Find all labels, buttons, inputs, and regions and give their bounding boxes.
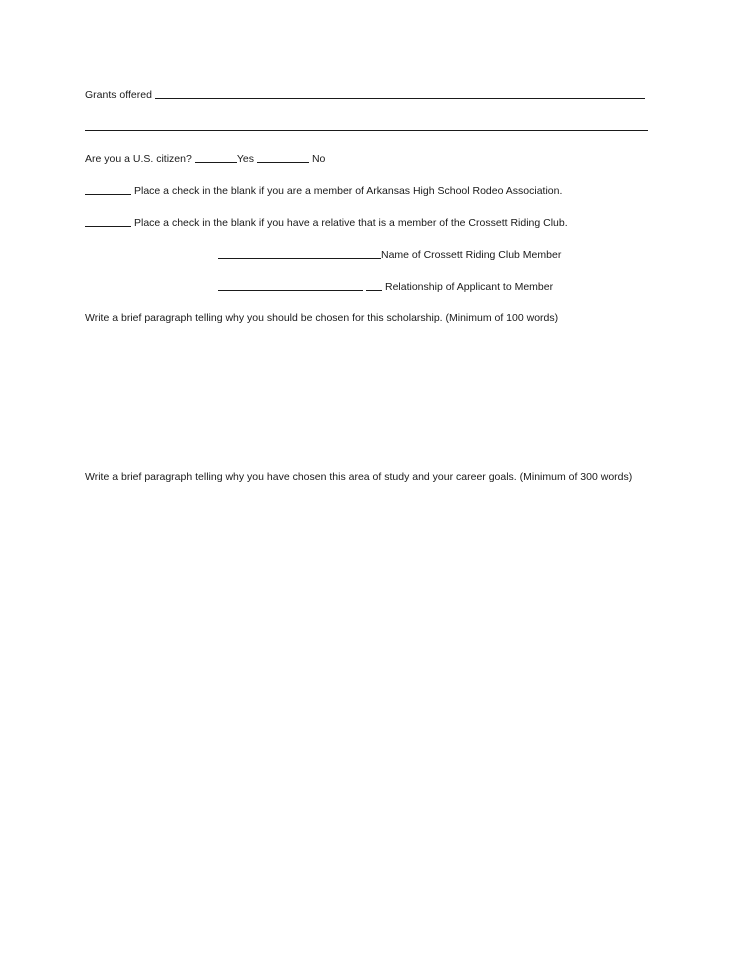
rodeo-member-row	[85, 183, 562, 198]
grants-offered-label: Grants offered	[85, 89, 152, 101]
grants-offered-field-2[interactable]	[85, 120, 648, 131]
no-label: No	[311, 153, 326, 165]
relative-member-row	[85, 215, 568, 230]
member-name-field[interactable]	[218, 248, 381, 259]
relationship-field-2[interactable]	[366, 280, 382, 291]
relative-member-text: Place a check in the blank if you have a relative that is a member of the Crossett Riding Club.	[134, 217, 568, 229]
citizen-yes-blank[interactable]	[195, 152, 237, 163]
scholarship-response-area[interactable]	[85, 330, 650, 460]
rodeo-member-check-blank[interactable]	[85, 184, 131, 195]
relationship-field[interactable]	[218, 280, 363, 291]
scholarship-prompt: Write a brief paragraph telling why you should be chosen for this scholarship. (Minimum of 100 words)	[85, 312, 559, 324]
grants-offered-continuation-row	[85, 119, 648, 130]
career-prompt: Write a brief paragraph telling why you have chosen this area of study and your career goals. (Minimum of 300 words)	[85, 471, 633, 483]
grants-offered-row	[85, 87, 645, 102]
citizenship-row	[85, 151, 325, 166]
rodeo-member-text: Place a check in the blank if you are a member of Arkansas High School Rodeo Association.	[134, 185, 563, 197]
relative-member-check-blank[interactable]	[85, 216, 131, 227]
member-name-label: Name of Crossett Riding Club Member	[381, 249, 562, 261]
relationship-label: Relationship of Applicant to Member	[385, 281, 554, 293]
citizen-no-blank[interactable]	[257, 152, 309, 163]
career-response-area[interactable]	[85, 506, 650, 906]
citizenship-question: Are you a U.S. citizen?	[85, 153, 192, 165]
member-name-row	[218, 247, 561, 262]
yes-label: Yes	[236, 153, 254, 165]
relationship-row	[218, 279, 553, 294]
grants-offered-field[interactable]	[155, 88, 645, 99]
